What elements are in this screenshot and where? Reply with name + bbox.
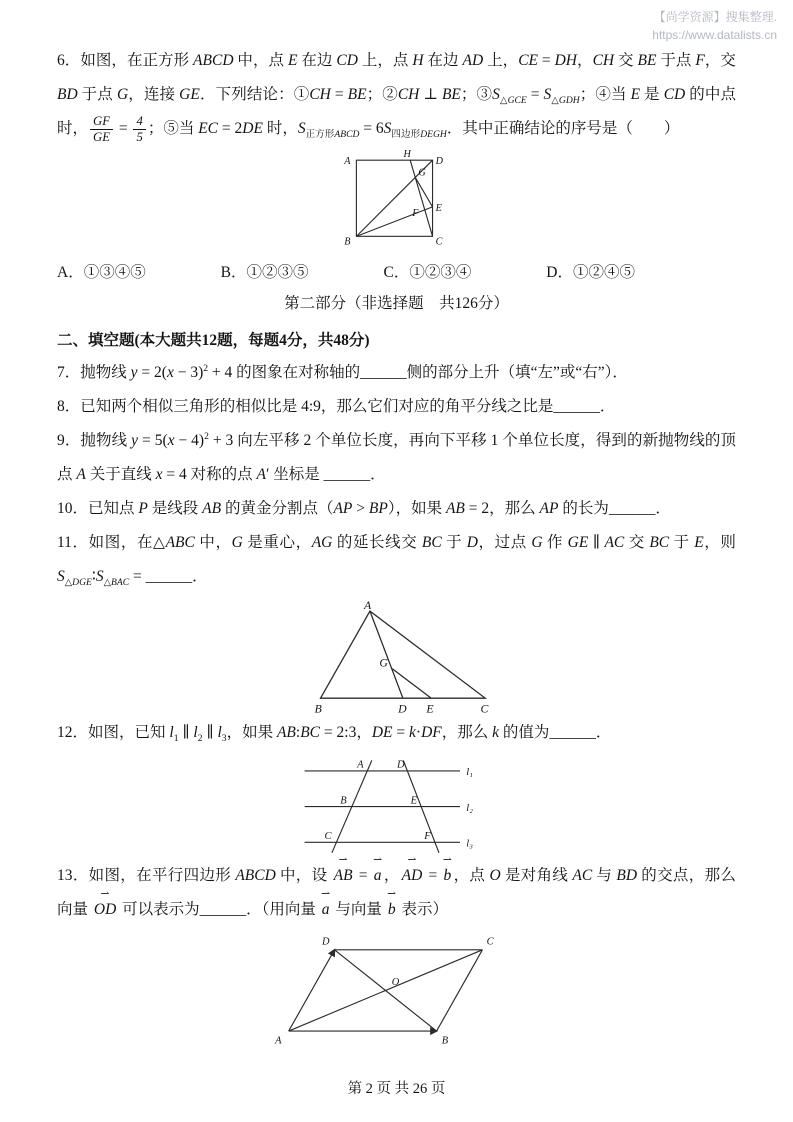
option-b: B．①②③⑤ [220,263,309,281]
q11-triangle-diagram [297,597,497,715]
q6-label-h: H [402,149,411,161]
q6-label-e: E [435,203,442,215]
q13-parallelogram-diagram [272,929,522,1049]
q6-label-d: D [435,156,443,168]
watermark-url: https://www.datalists.cn [652,28,777,42]
q13-label-o: O [391,977,399,989]
q6-label-a: A [343,156,350,168]
q12-label-a: A [356,760,364,772]
page-footer: 第 2 页 共 26 页 [347,1081,446,1097]
question-8-text: 8．已知两个相似三角形的相似比是 4:9，那么它们对应的角平分线之比是______． [57,397,616,415]
q12-label-l3: l₃ [465,838,473,850]
q12-label-e: E [410,795,417,807]
q11-label-c: C [480,701,488,715]
q13-label-a: A [274,1036,281,1048]
q6-label-c: C [435,236,442,248]
option-a: A．①③④⑤ [57,263,146,281]
option-d: D．①②④⑤ [546,263,635,281]
watermark-source: 【尚学资源】搜集整理. [653,10,777,24]
question-6-text: 6．如图，在正方形 ABCD 中，点 E 在边 CD 上，点 H 在边 AD 上，CE = DH，CH 交 BE 于点 F，交 BD 于点 G，连接 GE．下列结论：①CH = BE；②CH ⊥ BE；$③S_{\triangle GCE} = S_{\triangle GDH}$；④当 E 是 CD 的中点时， $\frac{GF}{GE}$ = $\frac{4}{5}$ ；⑤当 EC = 2DE 时，$S_{正方形ABCD} = 6S_{四边形DEGH}$．其中正确结论的序号是（ ） [57,52,736,145]
question-6-options [57,257,635,288]
q11-label-a: A [363,598,371,612]
q6-square-diagram [331,148,463,255]
q12-label-c: C [324,831,332,843]
watermark [652,8,777,44]
question-10-text: 10．已知点 P 是线段 AB 的黄金分割点（AP > BP），如果 AB = 2，那么 AP 的长为______． [57,500,671,518]
question-13-text: 13．如图，在平行四边形 ABCD 中，设 AB ⇀ = a ⇀ ， AD ⇀ = b ⇀ ，点 O 是对角线 AC 与 BD 的交点，那么向量 OD ⇀ 可以表示为______．（用向量 a ⇀ 与向量 b ⇀ 表示） [57,859,736,927]
figure-q12 [57,752,736,857]
section-2-title: 第二部分（非选择题 共126分） [284,294,509,312]
q6-label-f: F [411,208,418,220]
q11-label-e: E [425,701,434,715]
question-9-text: 9．抛物线 $y = 5(x - 4)^2 + 3$ 向左平移 2 个单位长度，再向下平移 1 个单位长度，得到的新抛物线的顶点 A 关于直线 x = 4 对称的点 A′ 坐标是 ______． [57,430,737,484]
q13-label-d: D [321,937,330,949]
question-12-text: 12．如图，已知 $l_1$ ∥ $l_2$ ∥ $l_3$，如果 AB:BC = 2:3，DE = k·DF，那么 k 的值为______． [57,724,612,745]
question-7-text: 7．抛物线 $y = 2(x - 3)^2 + 4$ 的图象在对称轴的______侧的部分上升（填“左”或“右”）． [57,362,628,381]
q11-label-b: B [314,701,322,715]
q12-label-l1: l₁ [465,767,473,779]
q12-label-l2: l₂ [465,803,473,815]
q12-parallel-lines-diagram [292,752,502,857]
figure-q13 [57,929,736,1049]
q12-label-b: B [339,795,347,807]
q13-label-b: B [441,1036,448,1048]
fill-in-heading: 二、填空题(本大题共12题，每题4分，共48分) [57,331,370,349]
q12-label-d: D [396,760,405,772]
option-c: C．①②③④ [383,263,472,281]
figure-q11 [57,597,736,715]
figure-q6 [57,148,736,255]
q11-label-g: G [378,655,388,669]
q6-label-b: B [343,236,350,248]
q13-label-c: C [486,937,494,949]
q11-label-d: D [397,701,407,715]
question-11-text: 11．如图，在△ABC 中，G 是重心，AG 的延长线交 BC 于 D，过点 G 作 GE ∥ AC 交 BC 于 E，则 $S_{\triangle DGE}∶S_{\triangle BAC}$ = ______． [57,534,736,589]
q6-label-g: G [417,167,426,179]
q12-label-f: F [423,831,431,843]
